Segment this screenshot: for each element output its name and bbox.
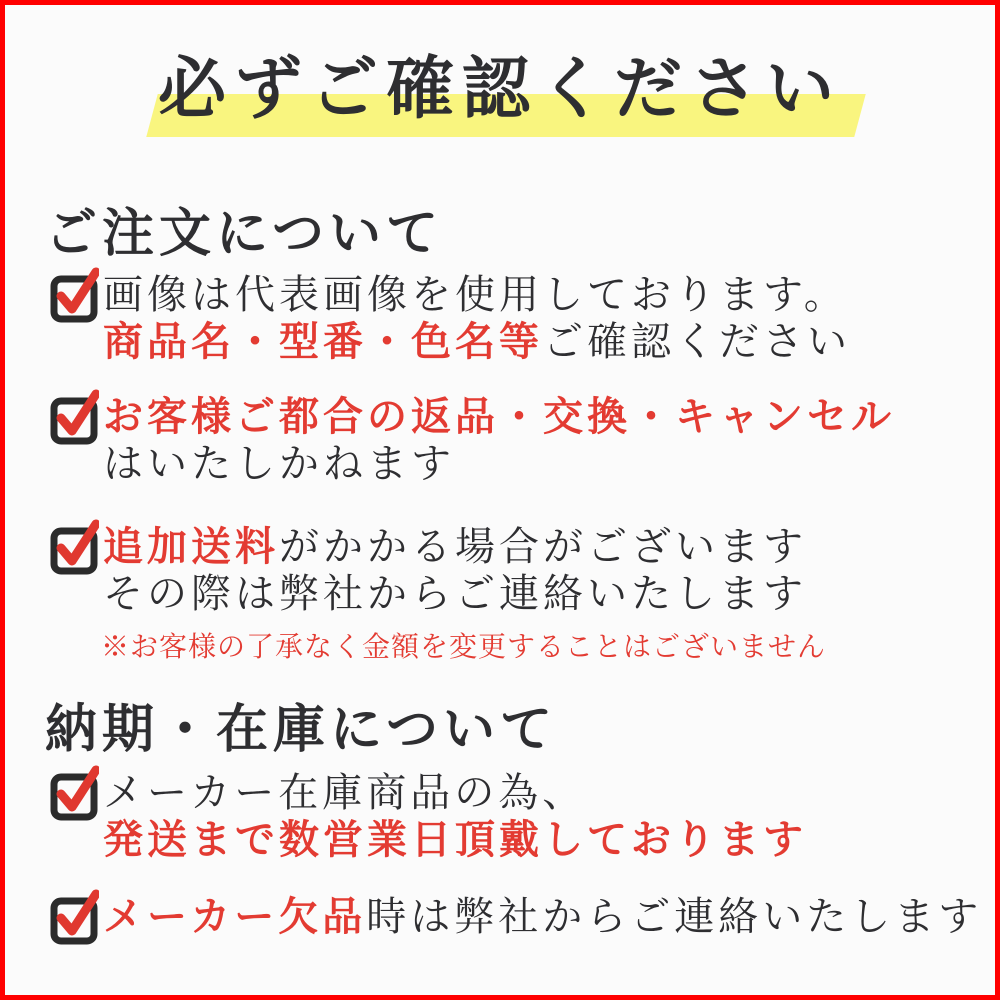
item-text xyxy=(103,271,851,365)
item-footnote: ※お客様の了承なく金額を変更することはございません xyxy=(101,632,827,663)
section-heading-order: ご注文について xyxy=(45,206,443,263)
checklist-item-no-returns xyxy=(49,393,975,487)
checklist-item-maker-stock xyxy=(49,769,975,863)
item-text-segment: メーカー在庫商品の為、 xyxy=(103,770,587,815)
item-text-segment: はいたしかねます xyxy=(103,441,455,486)
item-text-segment-red: 追加送料 xyxy=(103,524,279,569)
item-text-segment: がかかる場合がございます xyxy=(279,524,807,569)
item-text-segment-red: 発送まで数営業日頂戴しております xyxy=(103,817,807,862)
item-line xyxy=(103,440,895,487)
item-text xyxy=(103,893,982,940)
checklist-item-maker-shortage xyxy=(49,893,983,945)
checkbox-checked-icon xyxy=(49,887,99,945)
item-text xyxy=(103,523,826,664)
item-line xyxy=(103,570,826,617)
checkbox-checked-icon xyxy=(49,387,99,445)
item-text-segment-red: お客様ご都合の返品・交換・キャンセル xyxy=(103,394,895,439)
item-text-segment: ご確認ください xyxy=(543,319,851,364)
section-heading-stock: 納期・在庫について xyxy=(45,702,557,759)
checklist-item-extra-shipping xyxy=(49,523,975,664)
item-text-segment: その際は弊社からご連絡いたします xyxy=(103,571,807,616)
item-line xyxy=(103,816,807,863)
item-line xyxy=(103,769,807,816)
item-line xyxy=(103,318,851,365)
item-text xyxy=(103,769,807,863)
item-text-segment: 時は弊社からご連絡いたします xyxy=(366,894,983,939)
item-line xyxy=(103,523,826,570)
item-line xyxy=(103,393,895,440)
item-text-segment: 画像は代表画像を使用しております。 xyxy=(103,272,848,317)
item-line xyxy=(103,893,982,940)
item-line xyxy=(103,271,851,318)
item-text-segment-red: メーカー欠品 xyxy=(103,894,367,939)
checklist-item-representative-image xyxy=(49,271,975,365)
item-text xyxy=(103,393,895,487)
checkbox-checked-icon xyxy=(49,763,99,821)
checkbox-checked-icon xyxy=(49,517,99,575)
checkbox-checked-icon xyxy=(49,265,99,323)
item-text-segment-red: 商品名・型番・色名等 xyxy=(103,319,543,364)
page-title: 必ずご確認ください xyxy=(157,51,842,127)
